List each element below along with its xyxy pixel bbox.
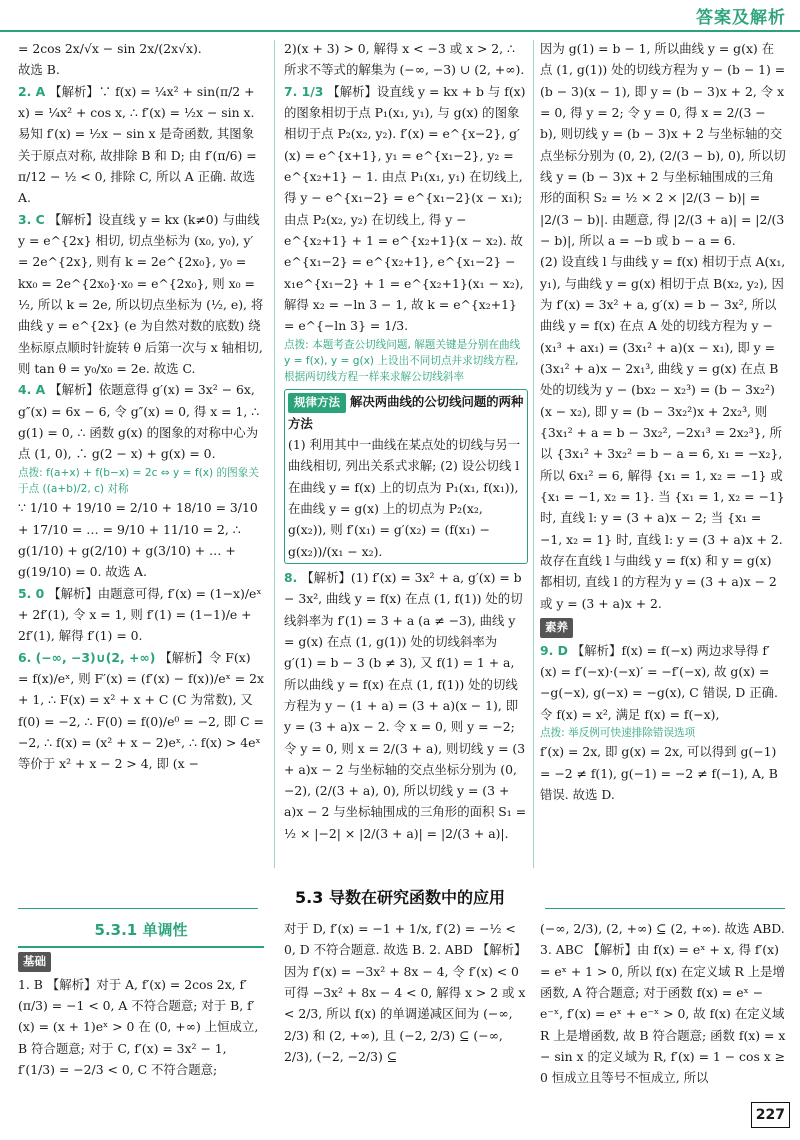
- answer-number: 6. (−∞, −3)∪(2, +∞): [18, 649, 156, 665]
- answer-number: 9. D: [540, 642, 568, 658]
- method-title: 解决两曲线的公切线问题的两种方法: [288, 393, 524, 431]
- method-body: (1) 利用其中一曲线在某点处的切线与另一曲线相切, 列出关系式求解; (2) 设公切线 l 在曲线 y = f(x) 上的切点为 P₁(x₁, f(x₁)), 在曲线 y = g(x) 上的切点为 P₂(x₂, g(x₂)), 则 f′(x₁) = g′(x₂) = (f(x₁) − g(x₂))/(x₁ − x₂).: [288, 436, 521, 559]
- bottom-text-1: 1. B 【解析】对于 A, f′(x) = 2cos 2x, f′(π/3) = −1 < 0, A 不符合题意; 对于 B, f′(x) = (x + 1)eˣ > 0 在 (0, +∞) 上恒成立, B 符合题意; 对于 C, f′(x) = 3x² − 1, f′(1/3) = −2/3 < 0, C 不符合题意;: [18, 976, 259, 1077]
- answer-item: [284, 567, 528, 844]
- answer-paragraph: 因为 g(1) = b − 1, 所以曲线 y = g(x) 在点 (1, g(1)) 处的切线方程为 y − (b − 1) = (b − 3)(x − 1), 即 y = (b − 3)x + 2, 令 x = 0, 得 y = 2; 令 y = 0, 得 x = 2/(3 − b), 则切线 y = (b − 3)x + 2 与坐标轴的交点坐标分别为 (0, 2), (2/(3 − b), 0), 所以切线 y = (b − 3)x + 2 与坐标轴围成的三角形的面积 S₂ = ½ × 2 × |2/(3 − b)| = |2/(3 − b)|. 由题意, 得 |2/(3 + a)| = |2/(3 − b)|, 所以 a = −b 或 b − a = 6.: [540, 41, 786, 248]
- answer-paragraph: 2)(x + 3) > 0, 解得 x < −3 或 x > 2, ∴ 所求不等式的解集为 (−∞, −3) ∪ (2, +∞).: [284, 41, 525, 78]
- column-divider: [533, 40, 534, 868]
- answer-paragraph: (2) 设直线 l 与曲线 y = f(x) 相切于点 A(x₁, y₁), 与曲线 y = g(x) 相切于点 B(x₂, y₂), 因为 f′(x) = 3x² + a, g′(x) = b − 3x², 所以曲线 y = f(x) 在点 A 处的切线方程为 y − (x₁³ + ax₁) = (3x₁² + a)(x − x₁), 即 y = (3x₁² + a)x − 2x₁³, 曲线 y = g(x) 在点 B 处的切线为 y − (bx₂ − x₂³) = (b − 3x₂²)(x − x₂), 即 y = (b − 3x₂²)x + 2x₂³, 则 {3x₁² + a = b − 3x₂², −2x₁³ = 2x₂³}, 所以 {3x₁² + 3x₂² = b − a = 6, x₁ = −x₂}, 所以 6x₁² = 6, 解得 {x₁ = 1, x₂ = −1} 或 {x₁ = −1, x₂ = 1}. 当 {x₁ = 1, x₂ = −1} 时, 直线 l: y = (3 + a)x − 2; 当 {x₁ = −1, x₂ = 1} 时, 直线 l: y = (3 + a)x + 2. 故存在直线 l 与曲线 y = f(x) 和 y = g(x) 都相切, 直线 l 的方程为 y = (3 + a)x − 2 或 y = (3 + a)x + 2.: [540, 254, 786, 611]
- answer-item: [18, 379, 264, 464]
- method-box: [284, 389, 528, 564]
- literacy-tag: 素养: [540, 618, 573, 638]
- subsection-title: 5.3.1 单调性: [18, 918, 264, 948]
- answer-paragraph: ∵ 1/10 + 19/10 = 2/10 + 18/10 = 3/10 + 17/10 = … = 9/10 + 11/10 = 2, ∴ g(1/10) + g(2/10) + g(3/10) + … + g(19/10) = 0. 故选 A.: [18, 500, 258, 580]
- answer-item: [540, 640, 786, 725]
- answer-text: 【解析】令 F(x) = f(x)/eˣ, 则 F′(x) = (f′(x) − f(x))/eˣ = 2x + 1, ∴ F(x) = x² + x + C (C 为常数), 又 f(0) = −2, ∴ F(0) = f(0)/e⁰ = −2, 即 C = −2, ∴ f(x) = (x² + x − 2)eˣ, ∴ f(x) > 4eˣ 等价于 x² + x − 2 > 4, 即 (x −: [18, 649, 264, 772]
- answer-text: 【解析】由题意可得, f′(x) = (1−x)/eˣ + 2f′(1), 令 x = 1, 则 f′(1) = (1−1)/e + 2f′(1), 解得 f′(1) = 0.: [18, 585, 262, 644]
- answer-text: 【解析】f(x) = f(−x) 两边求导得 f′(x) = f′(−x)·(−x)′ = −f′(−x), 故 g(x) = −g(−x), g(−x) = −g(x), C 错误, D 正确. 令 f(x) = x², 满足 f(x) = f(−x),: [540, 642, 778, 722]
- answer-column-2: [284, 38, 528, 868]
- answer-text: 【解析】∵ f(x) = ¼x² + sin(π/2 + x) = ¼x² + cos x, ∴ f′(x) = ½x − sin x. 易知 f′(x) = ½x − sin x 是奇函数, 其图象关于原点对称, 故排除 B 和 D; 由 f′(π/6) = π/12 − ½ < 0, 排除 C, 所以 A 正确. 故选 A.: [18, 83, 257, 206]
- answer-number: 5. 0: [18, 585, 45, 601]
- answer-number: 4. A: [18, 382, 46, 398]
- bottom-column-3: [540, 918, 786, 1112]
- section-rule-right: [545, 908, 785, 909]
- section-title: 5.3 导数在研究函数中的应用: [295, 888, 505, 907]
- answer-column-3: [540, 38, 786, 868]
- answer-number: 7. 1/3: [284, 83, 324, 99]
- answer-paragraph: 故选 B.: [18, 62, 60, 78]
- bottom-column-2: [284, 918, 528, 1112]
- header-title: 答案及解析: [696, 8, 786, 28]
- answer-text: 【解析】依题意得 g′(x) = 3x² − 6x, g″(x) = 6x − 6, 令 g″(x) = 0, 得 x = 1, ∴ g(1) = 0, ∴ 函数 g(x) 的图象的对称中心为点 (1, 0), ∴ g(2 − x) + g(x) = 0.: [18, 382, 260, 462]
- tip-note: 点拨: f(a+x) + f(b−x) = 2c ⇔ y = f(x) 的图象关于点 ((a+b)/2, c) 对称: [18, 466, 259, 495]
- header-rule: [0, 30, 800, 32]
- answer-paragraph: f′(x) = 2x, 即 g(x) = 2x, 可以得到 g(−1) = −2 ≠ f(1), g(−1) = −2 ≠ f(−1), A, B 错误. 故选 D.: [540, 744, 778, 802]
- tip-note: 点拨: 本题考查公切线问题, 解题关键是分别在曲线 y = f(x), y = g(x) 上设出不同切点并求切线方程, 根据两切线方程一样来求解公切线斜率: [284, 338, 521, 384]
- answer-text: 【解析】设直线 y = kx + b 与 f(x) 的图象相切于点 P₁(x₁, y₁), 与 g(x) 的图象相切于点 P₂(x₂, y₂). f′(x) = e^{x−2}, g′(x) = e^{x+1}, y₁ = e^{x₁−2}, y₂ = e^{x₂+1} − 1. 由点 P₁(x₁, y₁) 在切线上, 得 y − e^{x₁−2} = e^{x₁−2}(x − x₁); 由点 P₂(x₂, y₂) 在切线上, 得 y − e^{x₂+1} + 1 = e^{x₂+1}(x − x₂). 故 e^{x₁−2} = e^{x₂+1}, e^{x₁−2} − x₁e^{x₁−2} + 1 = e^{x₂+1}(x₁ − x₂), 解得 x₂ = −ln 3 − 1, 故 k = e^{x₂+1} = e^{−ln 3} = 1/3.: [284, 83, 526, 334]
- tip-note: 点拨: 举反例可快速排除错误选项: [540, 726, 696, 739]
- answer-column-1: [18, 38, 264, 868]
- column-divider: [274, 40, 275, 868]
- answer-item: [18, 81, 264, 209]
- answer-number: 2. A: [18, 83, 46, 99]
- method-tag: 规律方法: [288, 393, 346, 413]
- answer-number: 3. C: [18, 211, 45, 227]
- answer-item: [284, 81, 528, 337]
- answer-paragraph: = 2cos 2x/√x − sin 2x/(2x√x).: [18, 41, 202, 56]
- bottom-text-3: (−∞, 2/3), (2, +∞) ⊆ (2, +∞). 故选 ABD. 3. ABC 【解析】由 f(x) = eˣ + x, 得 f′(x) = eˣ + 1 > 0, 所以 f(x) 在定义域 R 上是增函数, A 符合题意; 对于函数 f(x) = eˣ − e⁻ˣ, f′(x) = eˣ + e⁻ˣ > 0, 故 f(x) 在定义域 R 上是增函数, 故 B 符合题意; 函数 f(x) = x − sin x 的定义域为 R, f′(x) = 1 − cos x ≥ 0 恒成立且等号不恒成立, 所以: [540, 921, 786, 1086]
- base-tag: 基础: [18, 952, 51, 972]
- answer-item: [18, 647, 264, 775]
- answer-item: [18, 583, 264, 647]
- answer-text: 【解析】设直线 y = kx (k≠0) 与曲线 y = e^{2x} 相切, 切点坐标为 (x₀, y₀), y′ = 2e^{2x}, 则有 k = 2e^{2x₀}, y₀ = kx₀ = 2e^{2x₀}·x₀ = e^{2x₀}, 则 x₀ = ½, 所以 k = 2e, 所以切点坐标为 (½, e), 将曲线 y = e^{2x} (e 为自然对数的底数) 绕坐标原点顺时针旋转 θ 后第一次与 x 轴相切, 则 tan θ = y₀/x₀ = 2e. 故选 C.: [18, 211, 264, 376]
- answer-number: 8.: [284, 569, 298, 585]
- answer-item: [18, 209, 264, 380]
- answer-text: 【解析】(1) f′(x) = 3x² + a, g′(x) = b − 3x², 曲线 y = f(x) 在点 (1, f(1)) 处的切线斜率为 f′(1) = 3 + a (a ≠ −3), 曲线 y = g(x) 在点 (1, g(1)) 处的切线斜率为 g′(1) = b − 3 (b ≠ 3), 又 f(1) = 1 + a, 所以曲线 y = f(x) 在点 (1, f(1)) 处的切线方程为 y − (1 + a) = (3 + a)(x − 1), 即 y = (3 + a)x − 2. 令 x = 0, 则 y = −2; 令 y = 0, 则 x = 2/(3 + a), 则切线 y = (3 + a)x − 2 与坐标轴的交点坐标分别为 (0, −2), (2/(3 + a), 0), 所以切线 y = (3 + a)x − 2 与坐标轴围成的三角形的面积 S₁ = ½ × |−2| × |2/(3 + a)| = |2/(3 + a)|.: [284, 569, 527, 841]
- bottom-column-1: [18, 912, 264, 1112]
- bottom-text-2: 对于 D, f′(x) = −1 + 1/x, f′(2) = −½ < 0, D 不符合题意. 故选 B. 2. ABD 【解析】因为 f′(x) = −3x² + 8x − 4, 令 f′(x) < 0 可得 −3x² + 8x − 4 < 0, 解得 x > 2 或 x < 2/3, 所以 f(x) 的单调递减区间为 (−∞, 2/3) 和 (2, +∞), 且 (−2, 2/3) ⊆ (−∞, 2/3), (−2, −2/3) ⊆: [284, 921, 527, 1064]
- page-number: 227: [751, 1102, 790, 1128]
